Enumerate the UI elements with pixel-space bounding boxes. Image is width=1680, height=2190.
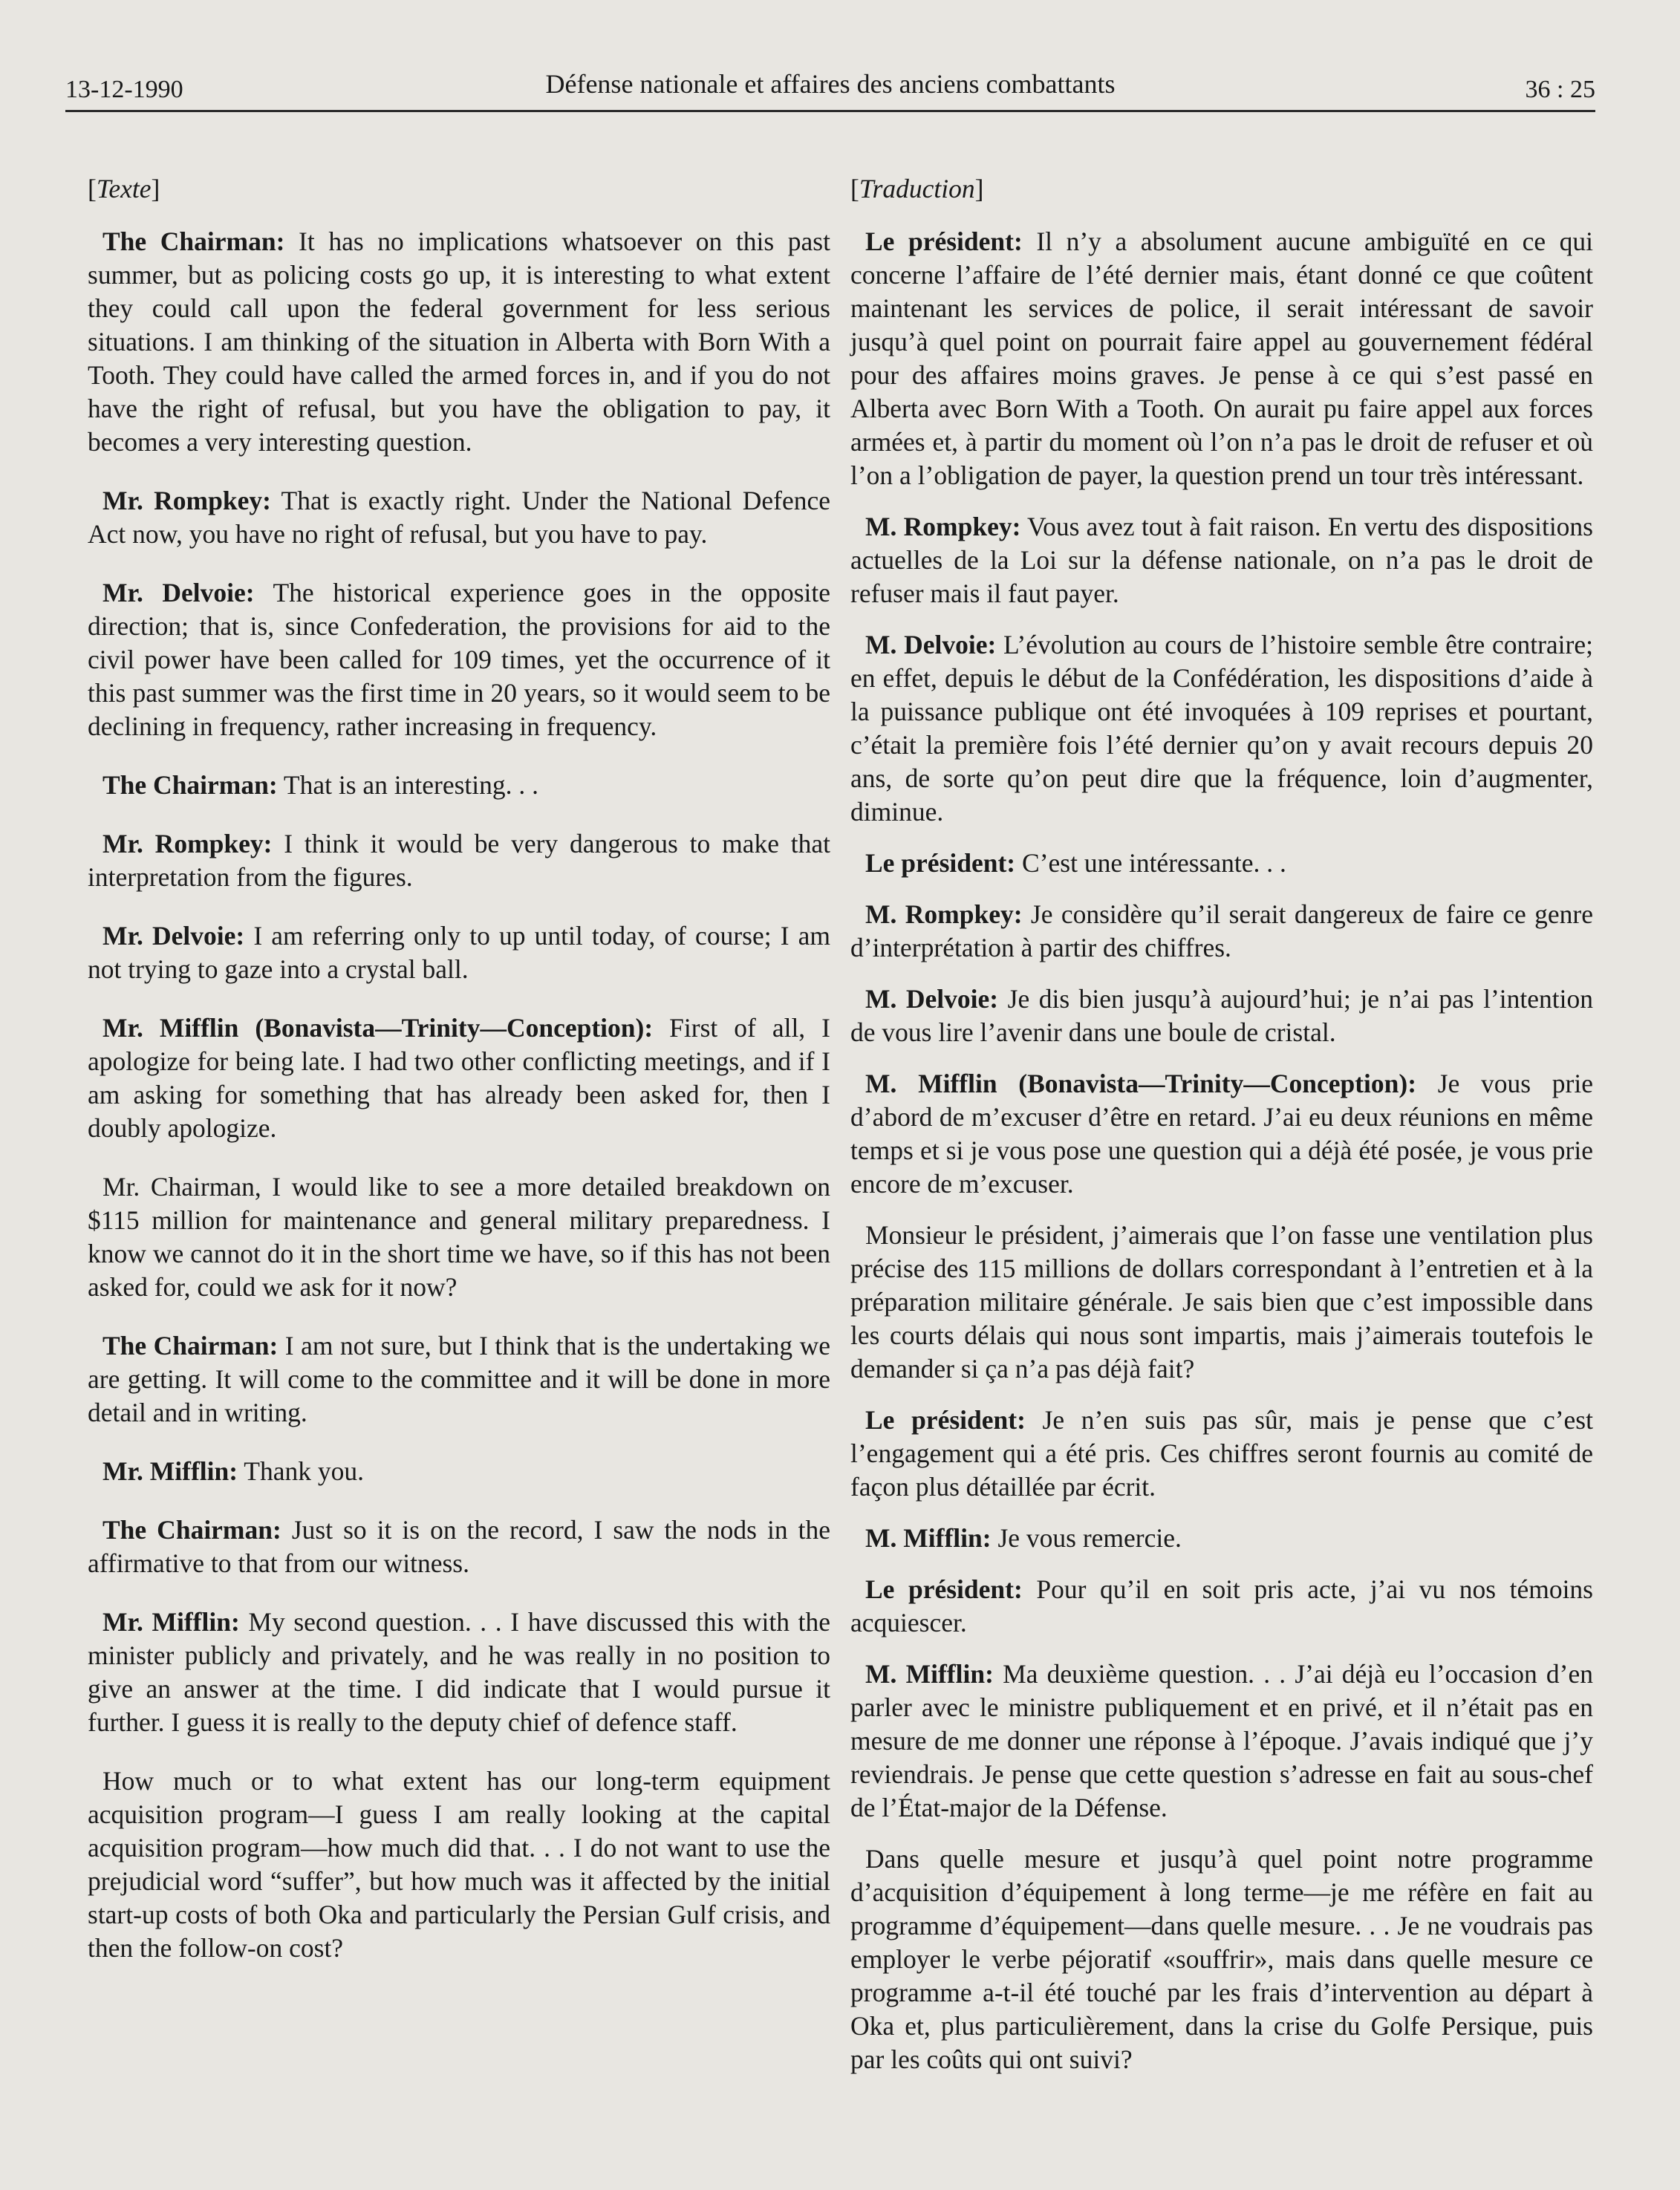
transcript-paragraph — [88, 484, 830, 551]
transcript-paragraph — [850, 225, 1593, 492]
speaker-name: M. Mifflin: — [865, 1523, 992, 1553]
section-tag-label: Texte — [96, 174, 152, 203]
speaker-name: Mr. Delvoie: — [102, 578, 255, 607]
transcript-paragraph — [850, 1067, 1593, 1201]
paragraph-text: Il n’y a absolument aucune ambiguïté en ce qui concerne l’affaire de l’été dernier mais, étant donné ce que coûtent maintenant les services de police, il serait intéressant de savoir jusqu’à quel point on pourrait faire appel au gouvernement fédéral pour des affaires moins graves. Je pense à ce qui s’est passé en Alberta avec Born With a Tooth. On aurait pu faire appel aux forces armées et, à partir du moment où l’on n’a pas le droit de refuser et où l’on a l’obligation de payer, la question prend un tour très intéressant. — [850, 227, 1593, 490]
speaker-name: The Chairman: — [102, 770, 278, 800]
transcript-paragraph — [88, 1170, 830, 1304]
paragraph-text: Je vous remercie. — [991, 1523, 1182, 1553]
page-header — [65, 58, 1595, 112]
header-page-number: 36 : 25 — [1525, 76, 1595, 103]
paragraph-text: Vous avez tout à fait raison. En vertu des dispositions actuelles de la Loi sur la défense nationale, on n’a pas le droit de refuser mais il faut payer. — [850, 512, 1593, 608]
transcript-paragraph — [88, 919, 830, 986]
speaker-name: Le président: — [865, 227, 1023, 256]
paragraph-text: I am not sure, but I think that is the undertaking we are getting. It will come to the committee and it will be done in more detail and in writing. — [88, 1331, 830, 1427]
speaker-name: Mr. Mifflin: — [102, 1607, 240, 1637]
paragraph-text: How much or to what extent has our long-term equipment acquisition program—I guess I am really looking at the capital acquisition program—how much did that. . . I do not want to use the prejudicial word “suffer”, but how much was it affected by the initial start-up costs of both Oka and particularly the Persian Gulf crisis, and then the follow-on cost? — [88, 1766, 830, 1963]
paragraph-text: Pour qu’il en soit pris acte, j’ai vu nos témoins acquiescer. — [850, 1574, 1593, 1637]
transcript-paragraph — [850, 898, 1593, 965]
transcript-paragraph — [850, 1658, 1593, 1825]
french-column — [850, 156, 1593, 2094]
paragraph-text: Monsieur le président, j’aimerais que l’on fasse une ventilation plus précise des 115 millions de dollars correspondant à l’entretien et à la préparation militaire générale. Je sais bien que c’est impossible dans les courts délais qui nous sont impartis, mais j’aimerais toutefois le demander si ça n’a pas déjà fait? — [850, 1220, 1593, 1384]
paragraph-text: L’évolution au cours de l’histoire semble être contraire; en effet, depuis le début de la Confédération, les dispositions d’aide à la puissance publique ont été invoquées à 109 reprises et pourtant, c’était la première fois l’été dernier qu’on y avait recours depuis 20 ans, de sorte qu’on peut dire que la fréquence, loin d’augmenter, diminue. — [850, 630, 1593, 827]
paragraph-text: That is exactly right. Under the National Defence Act now, you have no right of refusal, but you have to pay. — [88, 486, 830, 549]
header-title: Défense nationale et affaires des anciens combattants — [545, 69, 1116, 99]
speaker-name: M. Mifflin: — [865, 1659, 994, 1689]
speaker-name: Mr. Rompkey: — [102, 486, 271, 515]
speaker-name: The Chairman: — [102, 1331, 279, 1360]
paragraph-text: Mr. Chairman, I would like to see a more detailed breakdown on $115 million for maintenance and general military preparedness. I know we cannot do it in the short time we have, so if this has not been asked for, could we ask for it now? — [88, 1172, 830, 1302]
paragraph-text: My second question. . . I have discussed this with the minister publicly and privately, and he was really in no position to give an answer at the time. I did indicate that I would pursue it further. I guess it is really to the deputy chief of defence staff. — [88, 1607, 830, 1737]
transcript-paragraph — [850, 847, 1593, 880]
section-tag-label: Traduction — [859, 174, 975, 203]
transcript-paragraph — [850, 1219, 1593, 1386]
transcript-paragraph — [850, 510, 1593, 610]
paragraph-text: Je dis bien jusqu’à aujourd’hui; je n’ai pas l’intention de vous lire l’avenir dans une boule de cristal. — [850, 984, 1593, 1047]
header-date: 13-12-1990 — [65, 76, 183, 103]
speaker-name: M. Delvoie: — [865, 630, 997, 659]
transcript-paragraph — [88, 1764, 830, 1965]
speaker-name: The Chairman: — [102, 227, 285, 256]
transcript-paragraph — [850, 1404, 1593, 1504]
speaker-name: M. Mifflin (Bonavista—Trinity—Conception): — [865, 1069, 1417, 1098]
paragraph-text: C’est une intéressante. . . — [1015, 848, 1286, 878]
speaker-name: Le président: — [865, 1574, 1023, 1604]
transcript-paragraph — [88, 769, 830, 802]
paragraph-text: Je considère qu’il serait dangereux de faire ce genre d’interprétation à partir des chiffres. — [850, 899, 1594, 962]
transcript-paragraph — [88, 1329, 830, 1430]
transcript-paragraph — [850, 1522, 1593, 1555]
speaker-name: M. Delvoie: — [865, 984, 999, 1014]
paragraph-list — [88, 225, 830, 1965]
paragraph-text: Ma deuxième question. . . J’ai déjà eu l’occasion d’en parler avec le ministre publiquement et en privé, et il n’était pas en mesure de me donner une réponse à l’époque. J’avais indiqué que j’y reviendrais. Je pense que cette question s’adresse en fait au sous-chef de l’État-major de la Défense. — [850, 1659, 1593, 1822]
transcript-paragraph — [850, 1573, 1593, 1640]
paragraph-text: I am referring only to up until today, of course; I am not trying to gaze into a crystal ball. — [88, 921, 831, 984]
transcript-paragraph — [88, 1606, 830, 1739]
transcript-paragraph — [850, 982, 1593, 1049]
paragraph-text: Dans quelle mesure et jusqu’à quel point notre programme d’acquisition d’équipement à long terme—je me réfère en fait au programme d’équipement—dans quelle mesure. . . Je ne voudrais pas employer le verbe péjoratif «souffrir», mais dans quelle mesure ce programme a-t-il été touché par les frais d’intervention au départ à Oka et, plus particulièrement, dans la crise du Golfe Persique, puis par les coûts qui ont suivi? — [850, 1844, 1593, 2074]
speaker-name: Le président: — [865, 848, 1016, 878]
transcript-paragraph — [88, 1513, 830, 1580]
transcript-paragraph — [88, 1011, 830, 1145]
speaker-name: M. Rompkey: — [865, 512, 1021, 541]
speaker-name: Mr. Mifflin (Bonavista—Trinity—Conception): — [102, 1013, 654, 1043]
english-column — [88, 156, 830, 1990]
paragraph-list — [850, 225, 1593, 2076]
paragraph-text: Je vous prie d’abord de m’excuser d’être en retard. J’ai eu deux réunions en même temps et si je vous pose une question qui a déjà été posée, je vous prie encore de m’excuser. — [850, 1069, 1593, 1199]
paragraph-text: It has no implications whatsoever on this past summer, but as policing costs go up, it is interesting to what extent they could call upon the federal government for less serious situations. I am thinking of the situation in Alberta with Born With a Tooth. They could have called the armed forces in, and if you do not have the right of refusal, but you have the obligation to pay, it becomes a very interesting question. — [88, 227, 830, 457]
paragraph-text: I think it would be very dangerous to make that interpretation from the figures. — [88, 829, 831, 892]
transcript-paragraph — [850, 628, 1593, 829]
speaker-name: Mr. Rompkey: — [102, 829, 273, 858]
paragraph-text: Je n’en suis pas sûr, mais je pense que c’est l’engagement qui a été pris. Ces chiffres seront fournis au comité de façon plus détaillée par écrit. — [850, 1405, 1593, 1502]
paragraph-text: Thank you. — [238, 1456, 364, 1486]
section-tag: [Texte] — [88, 174, 160, 203]
speaker-name: M. Rompkey: — [865, 899, 1023, 929]
transcript-paragraph — [88, 576, 830, 743]
paragraph-text: First of all, I apologize for being late. I had two other conflicting meetings, and if I am asking for something that has already been asked for, then I doubly apologize. — [88, 1013, 831, 1143]
paragraph-text: That is an interesting. . . — [277, 770, 539, 800]
paragraph-text: Just so it is on the record, I saw the nods in the affirmative to that from our witness. — [88, 1515, 830, 1578]
speaker-name: The Chairman: — [102, 1515, 281, 1545]
speaker-name: Mr. Mifflin: — [102, 1456, 238, 1486]
section-tag: [Traduction] — [850, 174, 984, 203]
transcript-paragraph — [850, 1842, 1593, 2076]
paragraph-text: The historical experience goes in the opposite direction; that is, since Confederation, the provisions for aid to the civil power have been called for 109 times, yet the occurrence of it this past summer was the first time in 20 years, so it would seem to be declining in frequency, rather increasing in frequency. — [88, 578, 830, 741]
transcript-paragraph — [88, 827, 830, 894]
speaker-name: Mr. Delvoie: — [102, 921, 245, 951]
transcript-paragraph — [88, 1455, 830, 1488]
speaker-name: Le président: — [865, 1405, 1026, 1435]
transcript-paragraph — [88, 225, 830, 459]
